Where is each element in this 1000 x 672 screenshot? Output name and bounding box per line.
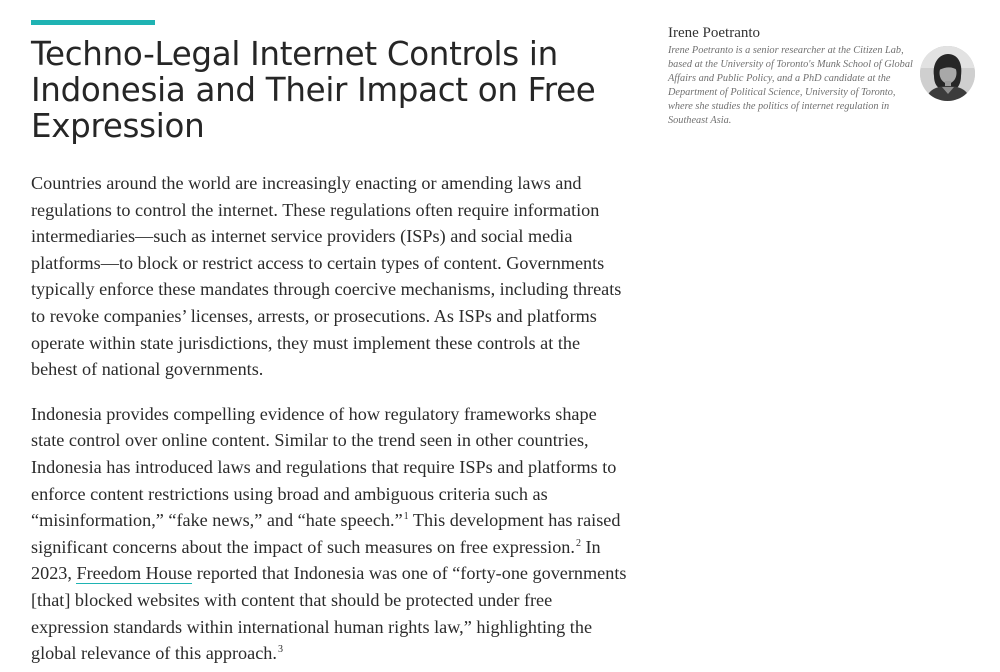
- author-name: Irene Poetranto: [668, 25, 761, 41]
- author-bio: Irene Poetranto is a senior researcher at the Citizen Lab, based at the University of Toronto's Munk School of Global Affairs and Public Policy, and a PhD candidate at the Department of Political Science, University of Toronto, where she studies the politics of internet regulation in Southeast Asia.: [668, 45, 913, 126]
- paragraph-2-text-2: This development has raised significant concerns about the impact of such measures on free expression.: [31, 510, 621, 557]
- footnote-ref-2[interactable]: 2: [575, 537, 581, 549]
- footnote-ref-3[interactable]: 3: [277, 644, 283, 656]
- paragraph-2-text-4: reported that Indonesia was one of “forty-one governments [that] blocked websites with content that should be protected under free expression standards within international human rights law,” highlighting the global relevance of this approach.: [31, 563, 627, 664]
- paragraph-2-text-3: In 2023,: [31, 536, 601, 584]
- paragraph-2-text-1: Indonesia provides compelling evidence of how regulatory frameworks shape state control over online content. Similar to the trend seen in other countries, Indonesia has introduced laws and regulations that require ISPs and platforms to enforce content restrictions using broad and ambiguous criteria such as “misinformation,” “fake news,” and “hate speech.”: [31, 403, 617, 531]
- article-title: Techno-Legal Internet Controls in Indonesia and Their Impact on Free Expression: [31, 35, 596, 145]
- title-accent-bar: [31, 20, 155, 25]
- article-paragraph-2: [31, 401, 631, 667]
- article-paragraph-1: Countries around the world are increasingly enacting or amending laws and regulations to control the internet. These regulations often require information intermediaries—such as internet service providers (ISPs) and social media platforms—to block or restrict access to certain types of content. Governments typically enforce these mandates through coercive mechanisms, including threats to revoke companies’ licenses, arrests, or prosecutions. As ISPs and platforms operate within state jurisdictions, they must implement these controls at the behest of national governments.: [31, 173, 622, 380]
- author-portrait-image: [920, 46, 975, 101]
- author-avatar: [920, 46, 975, 101]
- article-body: [31, 170, 631, 672]
- footnote-ref-1[interactable]: 1: [403, 511, 409, 523]
- freedom-house-link[interactable]: Freedom House: [76, 563, 193, 584]
